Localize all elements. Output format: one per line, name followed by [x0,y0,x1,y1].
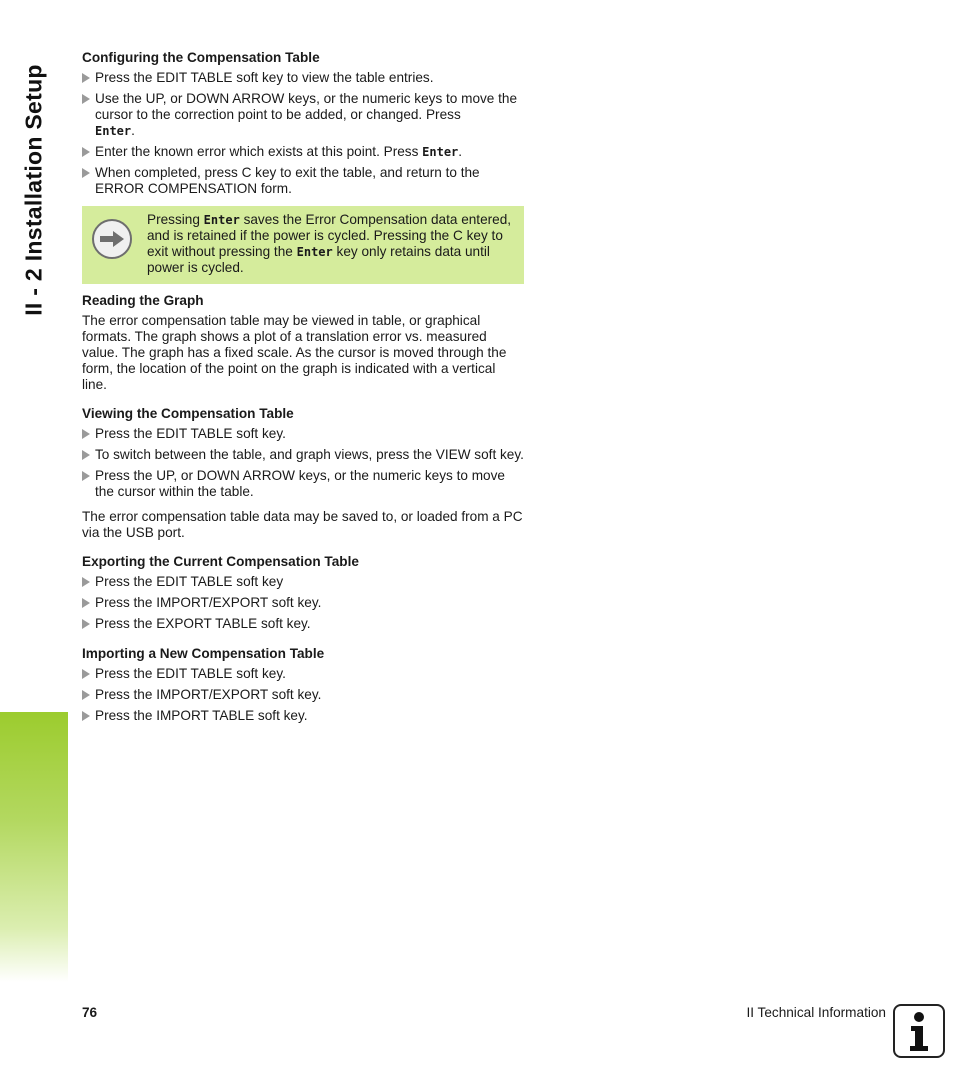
viewing-steps [82,426,524,500]
list-item: Press the EDIT TABLE soft key to view the table entries. [82,70,524,86]
bullet-triangle-icon [82,577,90,587]
page-number: 76 [82,1005,98,1020]
list-item: To switch between the table, and graph views, press the VIEW soft key. [82,447,524,463]
list-item: Press the IMPORT/EXPORT soft key. [82,595,524,611]
section-title-configure: Configuring the Compensation Table [82,50,320,65]
exporting-steps [82,574,524,632]
list-item: Enter the known error which exists at this point. Press Enter. [82,144,524,160]
enter-key: Enter [203,213,240,227]
bullet-triangle-icon [82,690,90,700]
configure-steps [82,70,524,197]
side-chapter-title-text: II - 2 Installation Setup [20,64,47,316]
enter-key: Enter [95,124,132,138]
usb-paragraph: The error compensation table data may be saved to, or loaded from a PC via the USB port. [82,509,523,540]
bullet-triangle-icon [82,147,90,157]
bullet-triangle-icon [82,471,90,481]
list-item: Press the UP, or DOWN ARROW keys, or the numeric keys to move the cursor within the table. [82,468,524,500]
graph-paragraph: The error compensation table may be viewed in table, or graphical formats. The graph shows a plot of a translation error vs. measured value. The graph has a fixed scale. As the cursor is moved through the form, the location of the point on the graph is indicated with a vertical line. [82,313,507,392]
right-arrow-icon [92,219,132,259]
info-icon [893,1004,945,1058]
bullet-triangle-icon [82,429,90,439]
section-title-importing: Importing a New Compensation Table [82,646,325,661]
list-item: When completed, press C key to exit the table, and return to the ERROR COMPENSATION form. [82,165,524,197]
list-item: Press the EDIT TABLE soft key. [82,426,524,442]
list-item: Press the EDIT TABLE soft key. [82,666,524,682]
section-title-graph: Reading the Graph [82,293,204,308]
enter-key: Enter [422,145,459,159]
bullet-triangle-icon [82,450,90,460]
bullet-triangle-icon [82,711,90,721]
side-chapter-title [14,40,54,340]
bullet-triangle-icon [82,94,90,104]
importing-steps [82,666,524,724]
bullet-triangle-icon [82,598,90,608]
bullet-triangle-icon [82,73,90,83]
note-text: Pressing Enter saves the Error Compensation data entered, and is retained if the power is cycled. Pressing the C key to exit without pressing the Enter key only retains data until power is cycled. [147,212,512,275]
enter-key: Enter [296,245,333,259]
list-item: Press the EXPORT TABLE soft key. [82,616,524,632]
bullet-triangle-icon [82,669,90,679]
section-title-exporting: Exporting the Current Compensation Table [82,554,359,569]
bullet-triangle-icon [82,619,90,629]
section-title-viewing: Viewing the Compensation Table [82,406,294,421]
list-item: Press the IMPORT/EXPORT soft key. [82,687,524,703]
list-item: Use the UP, or DOWN ARROW keys, or the numeric keys to move the cursor to the correction point to be added, or changed. Press Enter. [82,91,524,139]
page-content [82,49,524,729]
list-item: Press the EDIT TABLE soft key [82,574,524,590]
bullet-triangle-icon [82,168,90,178]
list-item: Press the IMPORT TABLE soft key. [82,708,524,724]
footer-chapter: II Technical Information [746,1005,886,1020]
side-accent-bar [0,712,68,982]
note-box [82,206,524,284]
